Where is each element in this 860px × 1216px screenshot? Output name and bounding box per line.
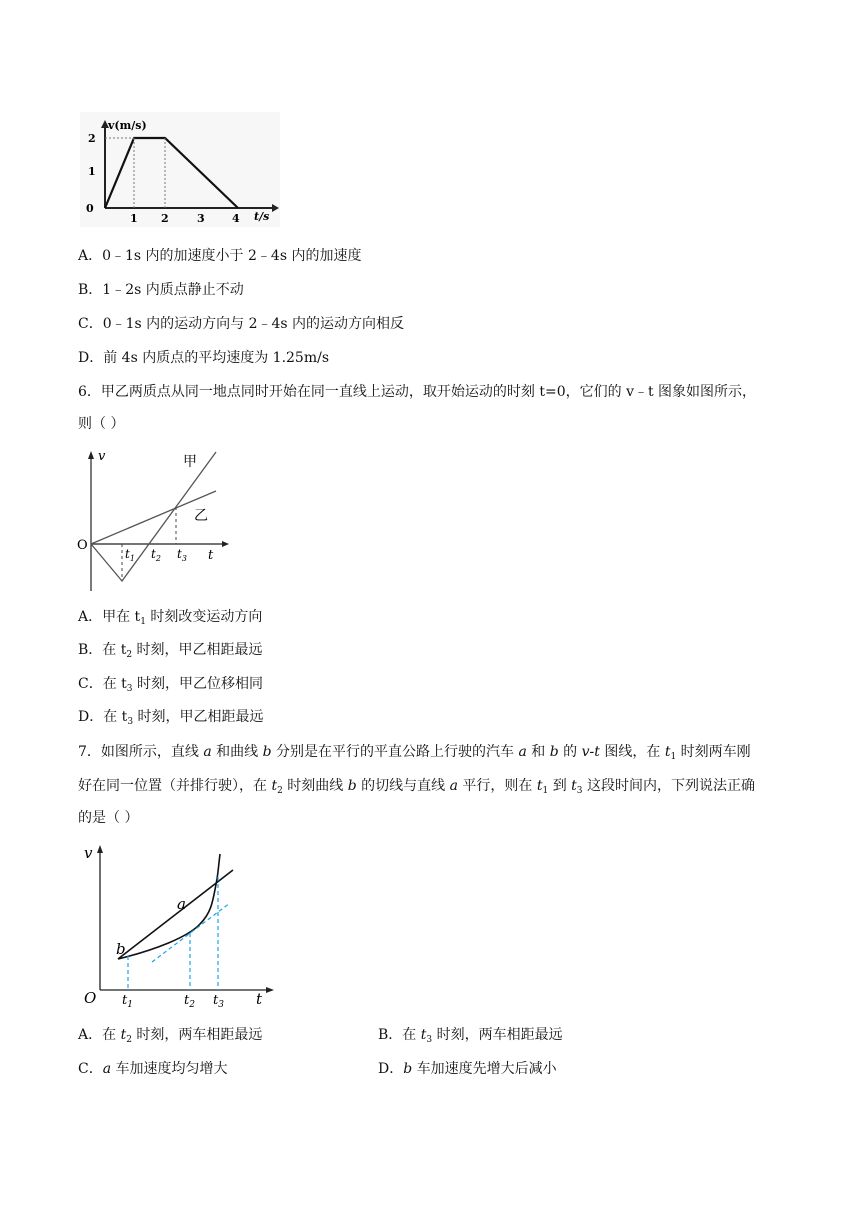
t3-label: $t_3$ [177,547,187,563]
v-axis-arrow [88,451,94,459]
q6-stem-line1: 6．甲乙两质点从同一地点同时开始在同一直线上运动，取开始运动的时刻 t=0，它们的 v﹣t 图象如图所示， [78,384,757,400]
v-label: v [84,844,93,862]
y-tick-2: 2 [88,132,96,145]
x-tick-2: 2 [161,212,169,225]
q5-option-b: B．1﹣2s 内质点静止不动 [78,282,244,298]
t2-label: $t_2$ [151,547,161,563]
q7-stem-line1: 7．如图所示，直线 a 和曲线 b 分别是在平行的平直公路上行驶的汽车 a 和 b 的 v-t 图线，在 $t_1$ 时刻两车刚 [78,744,751,762]
q7-stem-line3: 的是（ ） [78,810,139,826]
q7-option-c: C．a 车加速度均匀增大 [78,1061,228,1077]
yi-label: 乙 [194,508,208,524]
q6-stem-line2: 则（ ） [78,416,125,432]
origin-label: O [77,538,88,553]
q7-option-d: D．b 车加速度先增大后减小 [378,1061,557,1077]
v-label: v [98,449,106,464]
t-axis-arrow [266,987,274,993]
q7-stem-line2: 好在同一位置（并排行驶），在 $t_2$ 时刻曲线 b 的切线与直线 a 平行，则在 $t_1$ 到 $t_3$ 这段时间内，下列说法正确 [78,778,755,796]
q6-option-b: B．在 $t_2$ 时刻，甲乙相距最远 [78,642,263,660]
x-tick-3: 3 [197,212,205,225]
y-tick-1: 1 [88,165,96,178]
q6-option-d: D．在 $t_3$ 时刻，甲乙相距最远 [78,709,264,727]
t3-label: $t_3$ [213,993,224,1010]
v-axis-arrow [97,845,103,853]
tangent-line-t2 [152,903,230,962]
b-label: b [116,940,126,958]
q7-option-a: A．在 $t_2$ 时刻，两车相距最远 [78,1027,263,1045]
y-tick-0: 0 [86,202,94,215]
y-axis-label: v(m/s) [108,119,147,132]
t1-label: $t_1$ [125,547,135,563]
t-axis-arrow [222,541,229,547]
t1-label: $t_1$ [122,993,133,1010]
q6-option-a: A．甲在 $t_1$ 时刻改变运动方向 [78,609,263,627]
x-tick-4: 4 [232,212,240,225]
t-label: t [208,548,214,563]
q5-option-a: A．0﹣1s 内的加速度小于 2﹣4s 内的加速度 [78,248,362,264]
q6-option-c: C．在 $t_3$ 时刻，甲乙位移相同 [78,676,263,694]
x-axis-label: t/s [254,210,270,223]
a-label: a [177,895,186,913]
vt-graph-q6 [76,446,236,594]
vt-graph-q5 [80,112,280,227]
q5-option-c: C．0﹣1s 内的运动方向与 2﹣4s 内的运动方向相反 [78,316,405,332]
t2-label: $t_2$ [184,993,195,1010]
x-tick-1: 1 [130,212,138,225]
vt-graph-q7 [80,840,280,1012]
q5-option-d: D．前 4s 内质点的平均速度为 1.25m/s [78,350,330,366]
curve-b [118,854,220,959]
q7-option-b: B．在 $t_3$ 时刻，两车相距最远 [378,1027,563,1045]
origin-label: O [84,989,97,1007]
jia-label: 甲 [183,454,197,470]
t-label: t [256,990,263,1008]
